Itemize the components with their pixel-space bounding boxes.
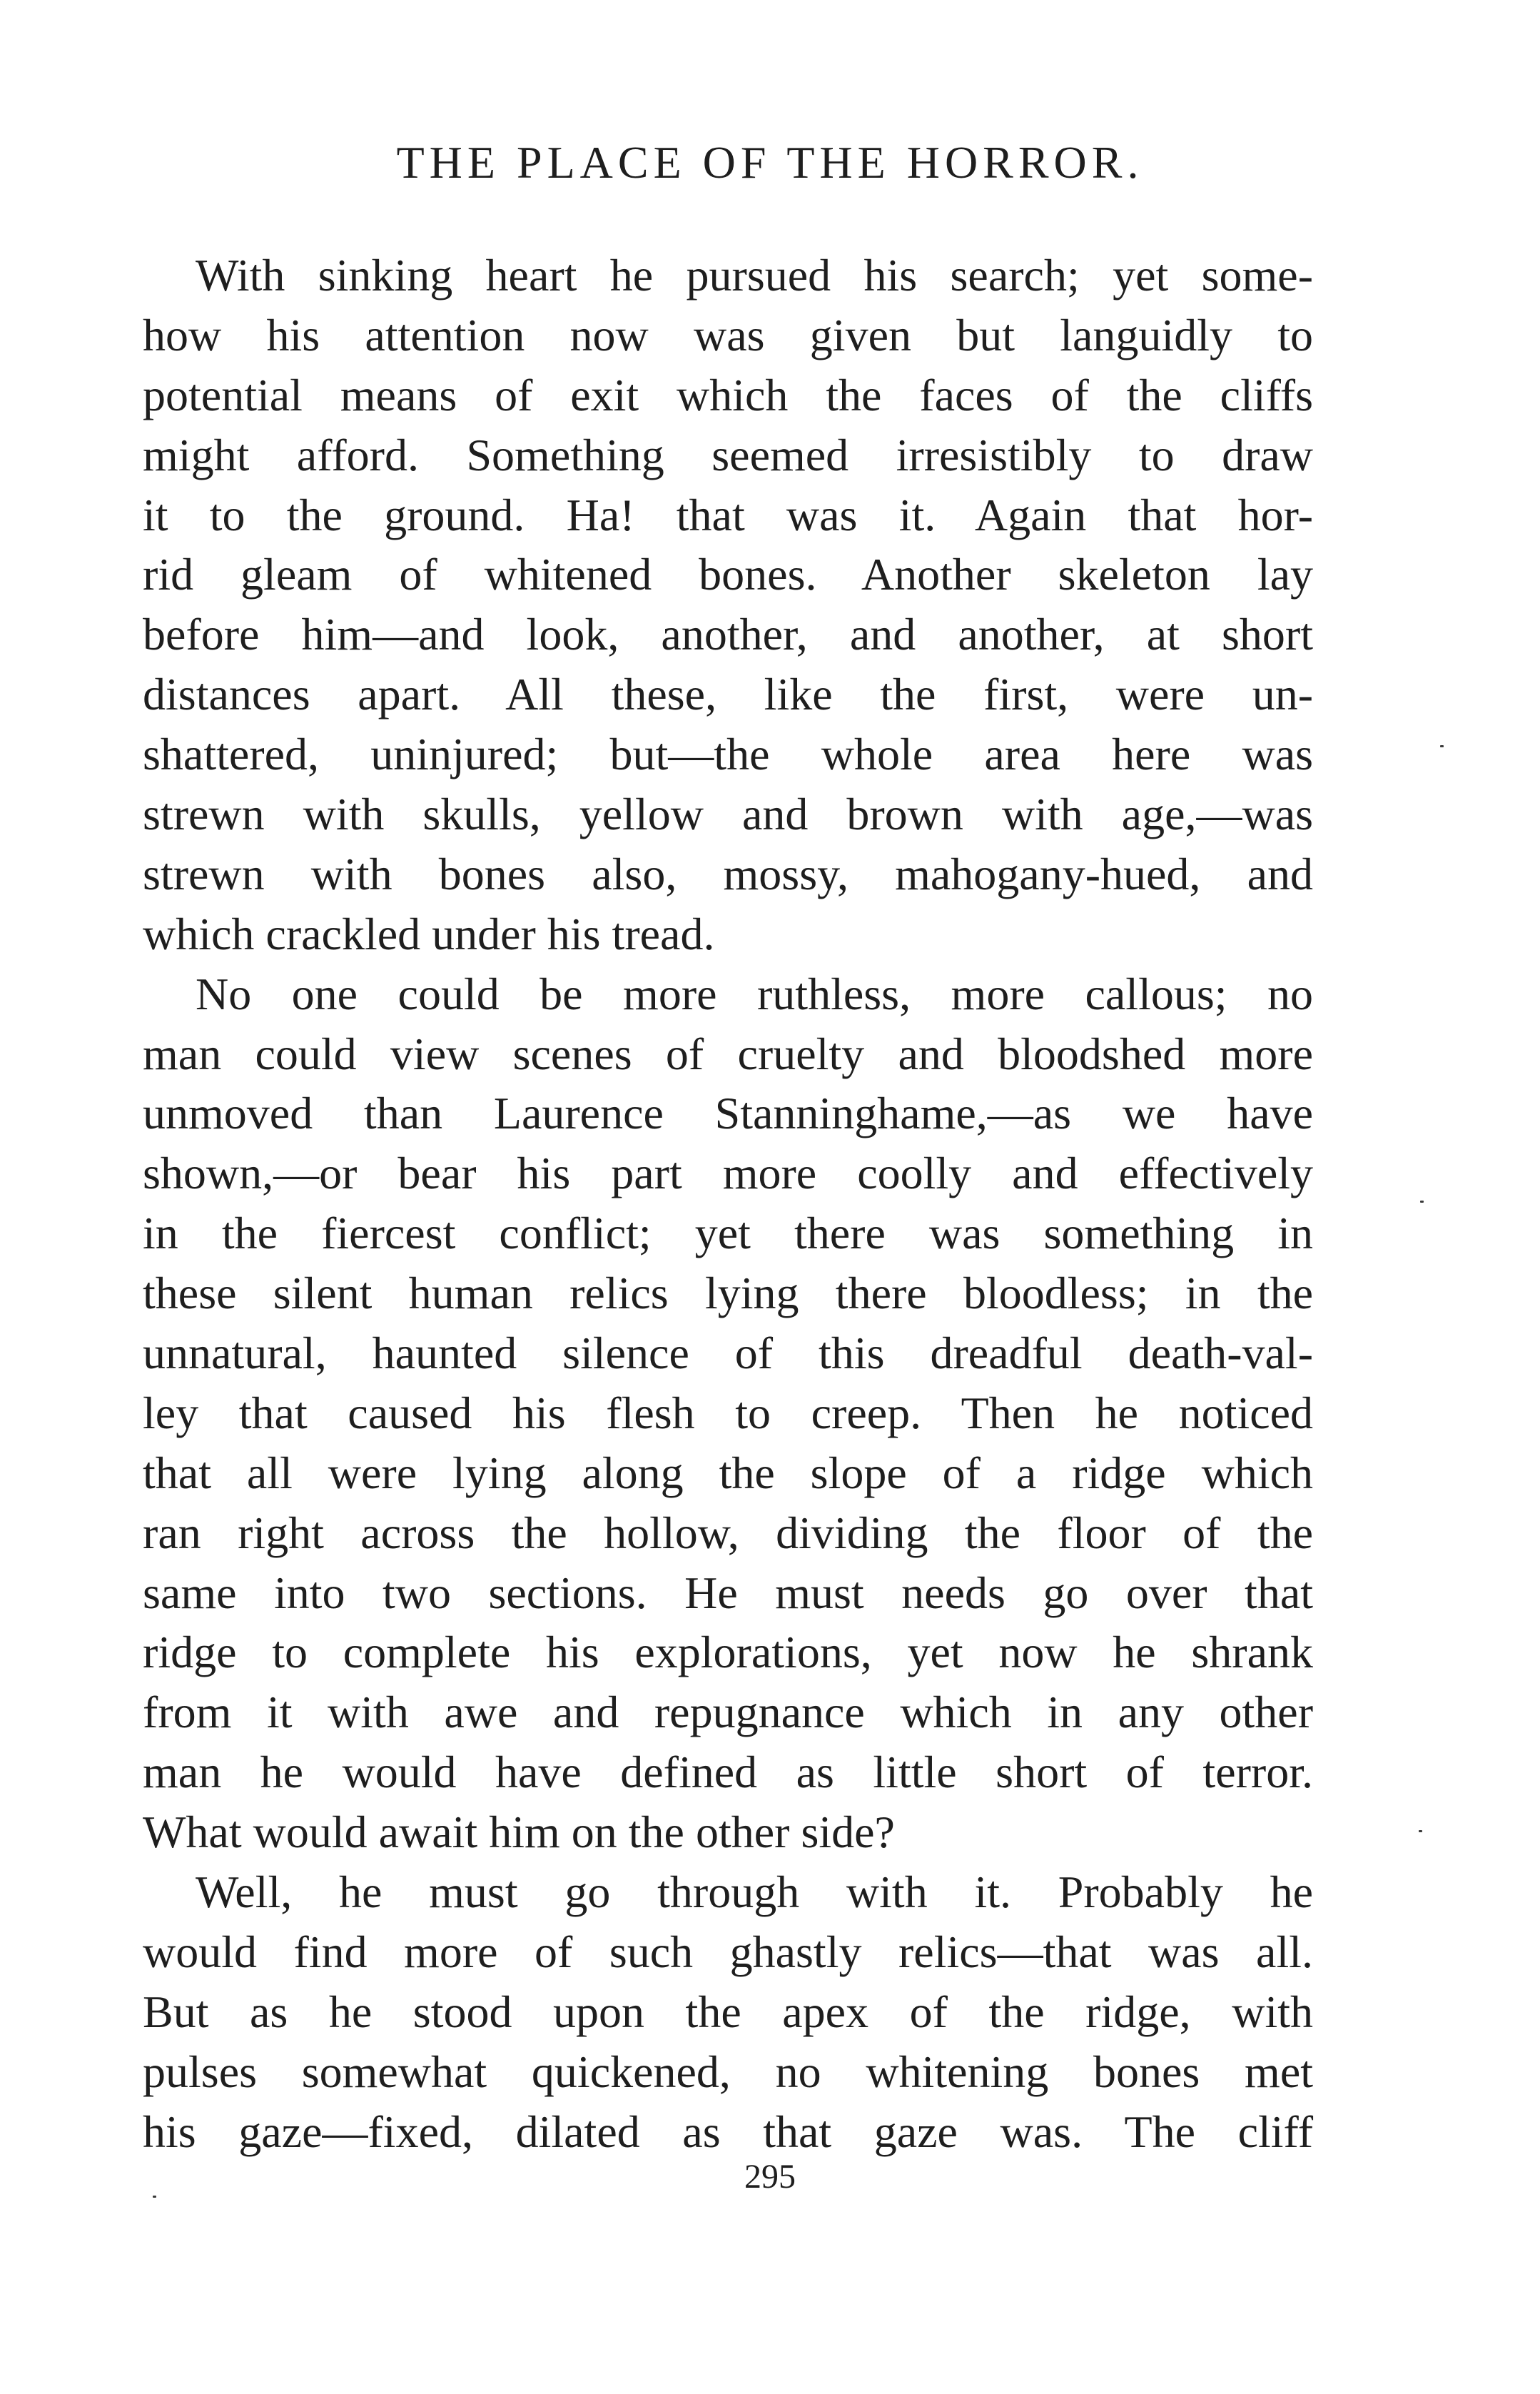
text-line: from it with awe and repugnance which in any other [143,1687,1313,1738]
text-line: that all were lying along the slope of a ridge which [143,1447,1313,1498]
text-line: ran right across the hollow, dividing the floor of the [143,1507,1313,1558]
text-line: would find more of such ghastly relics—that was all. [143,1926,1313,1977]
text-line: rid gleam of whitened bones. Another skeleton lay [143,549,1313,600]
text-line: shown,—or bear his part more coolly and effectively [143,1148,1313,1199]
text-line: What would await him on the other side? [143,1807,895,1858]
paragraph-3 [143,1862,1313,2161]
text-line: But as he stood upon the apex of the ridge, with [143,1986,1313,2037]
text-line: shattered, uninjured; but—the whole area here was [143,729,1313,780]
print-speck [1419,1830,1422,1832]
text-line: Well, he must go through with it. Probably he [196,1867,1313,1918]
text-line: strewn with bones also, mossy, mahogany-hued, and [143,848,1313,899]
text-line: these silent human relics lying there bloodless; in the [143,1268,1313,1319]
text-line: ridge to complete his explorations, yet now he shrank [143,1627,1313,1678]
text-line: unmoved than Laurence Stanninghame,—as we have [143,1088,1313,1139]
print-speck [1440,745,1444,747]
print-speck [153,2196,156,2198]
paragraph-1 [143,246,1313,964]
text-line: same into two sections. He must needs go over that [143,1567,1313,1618]
text-line: his gaze—fixed, dilated as that gaze was. The cliff [143,2106,1313,2157]
text-line: With sinking heart he pursued his search; yet some- [196,250,1313,300]
text-line: unnatural, haunted silence of this dreadful death-val- [143,1328,1313,1379]
running-head: THE PLACE OF THE HORROR. [396,137,1144,188]
paragraph-2 [143,964,1313,1862]
body-text [143,246,1313,2162]
text-line: potential means of exit which the faces of the cliffs [143,369,1313,420]
text-line: ley that caused his flesh to creep. Then he noticed [143,1387,1313,1438]
text-line: which crackled under his tread. [143,908,715,959]
text-line: before him—and look, another, and another, at short [143,609,1313,660]
text-line: how his attention now was given but languidly to [143,309,1313,360]
text-line: strewn with skulls, yellow and brown with age,—was [143,789,1313,840]
text-line: in the fiercest conflict; yet there was something in [143,1208,1313,1259]
text-line: might afford. Something seemed irresistibly to draw [143,429,1313,480]
print-speck [1420,1201,1424,1203]
text-line: it to the ground. Ha! that was it. Again that hor- [143,489,1313,540]
page-number: 295 [744,2158,796,2196]
text-line: No one could be more ruthless, more callous; no [196,968,1313,1019]
text-line: man he would have defined as little short of terror. [143,1747,1313,1798]
text-line: distances apart. All these, like the first, were un- [143,669,1313,720]
text-line: pulses somewhat quickened, no whitening bones met [143,2046,1313,2097]
text-line: man could view scenes of cruelty and bloodshed more [143,1028,1313,1079]
